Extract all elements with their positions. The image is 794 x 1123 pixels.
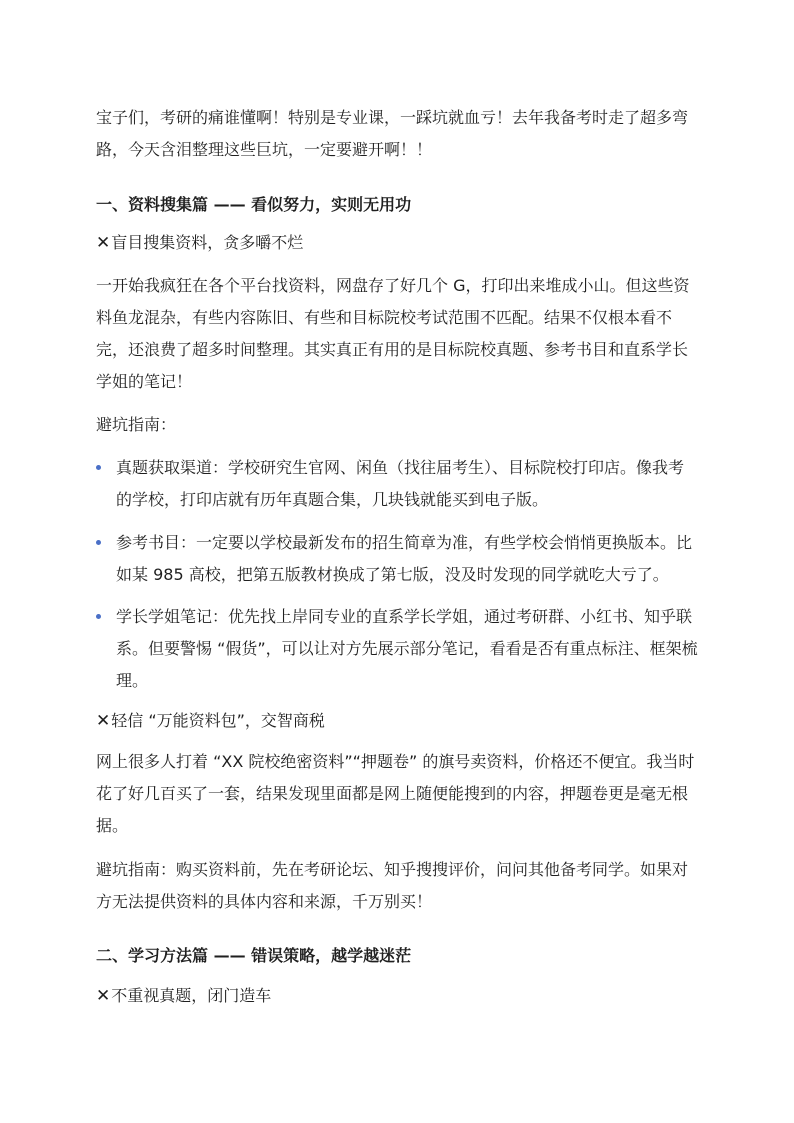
- pit-2-guide: 避坑指南：购买资料前，先在考研论坛、知乎搜搜评价，问问其他备考同学。如果对方无法提供资料的具体内容和来源，千万别买！: [96, 860, 689, 911]
- cross-icon: ✕: [96, 986, 111, 1006]
- pit-1-title: [96, 231, 698, 255]
- guide-label: 避坑指南：: [96, 415, 177, 434]
- bullet-icon: [96, 540, 101, 545]
- list-item-text: 真题获取渠道：学校研究生官网、闲鱼（找往届考生）、目标院校打印店。像我考的学校，打印店就有历年真题合集，几块钱就能买到电子版。: [116, 458, 685, 509]
- cross-icon: ✕: [96, 233, 111, 253]
- bullet-icon: [96, 465, 101, 470]
- pit-2-title: [96, 709, 698, 733]
- list-item: [96, 527, 698, 591]
- list-item-text: 学长学姐笔记：优先找上岸同专业的直系学长学姐，通过考研群、小红书、知乎联系。但要警惕 “假货”，可以让对方先展示部分笔记，看看是否有重点标注、框架梳理。: [116, 607, 698, 690]
- pit-2-title-text: 轻信 “万能资料包”，交智商税: [111, 711, 325, 730]
- list-item-text: 参考书目：一定要以学校最新发布的招生简章为准，有些学校会悄悄更换版本。比如某 985 高校，把第五版教材换成了第七版，没及时发现的同学就吃大亏了。: [116, 533, 693, 584]
- bullet-icon: [96, 614, 101, 619]
- pit-1-body: 一开始我疯狂在各个平台找资料，网盘存了好几个 G，打印出来堆成小山。但这些资料鱼龙混杂，有些内容陈旧、有些和目标院校考试范围不匹配。结果不仅根本看不完，还浪费了超多时间整理。其实真正有用的是目标院校真题、参考书目和直系学长学姐的笔记！: [96, 276, 690, 391]
- list-item: [96, 452, 698, 516]
- list-item: [96, 601, 698, 697]
- cross-icon: ✕: [96, 711, 111, 731]
- section-2-heading: 二、学习方法篇 —— 错误策略，越学越迷茫: [96, 946, 412, 965]
- section-1-heading: 一、资料搜集篇 —— 看似努力，实则无用功: [96, 195, 412, 214]
- section-2-pit-1-title: [96, 984, 698, 1008]
- intro-paragraph: 宝子们，考研的痛谁懂啊！特别是专业课，一踩坑就血亏！去年我备考时走了超多弯路，今天含泪整理这些巨坑，一定要避开啊！！: [96, 108, 689, 159]
- section-2-pit-1-title-text: 不重视真题，闭门造车: [111, 986, 272, 1005]
- pit-1-title-text: 盲目搜集资料，贪多嚼不烂: [111, 233, 304, 252]
- pit-2-body: 网上很多人打着 “XX 院校绝密资料”“押题卷” 的旗号卖资料，价格还不便宜。我当时花了好几百买了一套，结果发现里面都是网上随便能搜到的内容，押题卷更是毫无根据。: [96, 752, 695, 835]
